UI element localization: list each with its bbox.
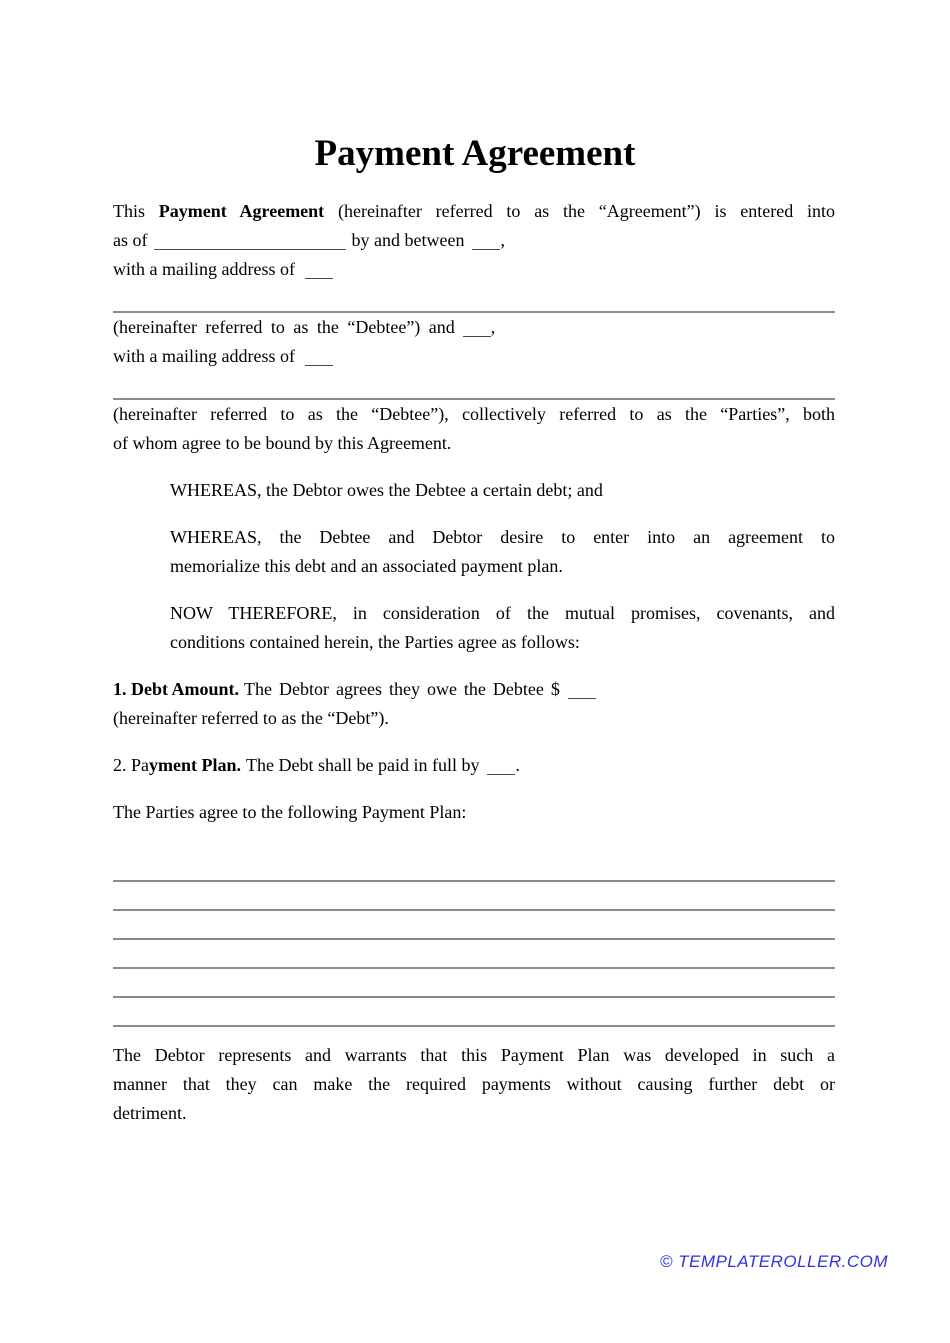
debt-amount-line-1	[113, 675, 835, 704]
intro-line-3	[113, 255, 835, 284]
section-debt-amount	[113, 675, 835, 733]
warranty-line-1: The Debtor represents and warrants that this Payment Plan was developed in such a	[113, 1045, 835, 1065]
templateroller-watermark: © TEMPLATEROLLER.COM	[659, 1252, 888, 1271]
party1-address-blank-2	[113, 284, 835, 313]
document-body	[113, 197, 835, 1128]
mailing-address-label-1: with a mailing address of	[113, 259, 295, 279]
debt-amount-line-2: (hereinafter referred to as the “Debt”).	[113, 708, 389, 728]
payment-plan-prefix: 2. Pa	[113, 755, 149, 775]
payment-plan-blank-line-3	[113, 911, 835, 940]
as-of-label: as of	[113, 230, 148, 250]
now-therefore-clause	[170, 599, 835, 657]
by-and-between-label: by and between	[351, 230, 465, 250]
intro-line-9: of whom agree to be bound by this Agreement.	[113, 433, 452, 453]
period-text: .	[515, 755, 520, 775]
party1-address-blank	[305, 278, 333, 279]
intro-paragraph	[113, 197, 835, 458]
document-title: Payment Agreement	[314, 133, 636, 174]
party2-name-blank	[463, 336, 491, 337]
party2-address-blank	[305, 365, 333, 366]
comma-text: ,	[490, 317, 496, 337]
warranty-line-2: manner that they can make the required payments without causing further debt or	[113, 1074, 835, 1094]
whereas-clause-1	[170, 476, 835, 505]
plan-intro-line: The Parties agree to the following Payment Plan:	[113, 802, 467, 822]
intro-text-post: (hereinafter referred to as the “Agreement”) is entered into	[324, 201, 835, 221]
whereas-1-line: WHEREAS, the Debtor owes the Debtee a certain debt; and	[170, 480, 603, 500]
party1-name-blank	[472, 249, 500, 250]
party2-address-blank-2	[113, 371, 835, 400]
debt-amount-text: The Debtor agrees they owe the Debtee $	[244, 679, 560, 699]
intro-line-8: (hereinafter referred to as the “Debtee”), collectively referred to as the “Parties”, both	[113, 404, 835, 424]
debtee-reference-text-1: (hereinafter referred to as the “Debtee”) and	[113, 317, 455, 337]
payment-plan-line	[113, 751, 835, 780]
payment-plan-blank-line-1	[113, 853, 835, 882]
payment-plan-blank-line-6	[113, 998, 835, 1027]
intro-line-5	[113, 313, 835, 342]
warranty-line-3: detriment.	[113, 1103, 187, 1123]
date-blank	[154, 249, 346, 250]
debt-amount-blank	[568, 698, 596, 699]
intro-text-pre: This	[113, 201, 159, 221]
plan-intro-paragraph	[113, 798, 835, 827]
payment-plan-blank-lines	[113, 853, 835, 1027]
intro-line-6	[113, 342, 835, 371]
debt-amount-heading: 1. Debt Amount.	[113, 679, 240, 699]
payment-plan-heading: yment Plan.	[149, 755, 241, 775]
now-therefore-line-1: NOW THEREFORE, in consideration of the mutual promises, covenants, and	[170, 603, 835, 623]
payment-plan-blank-line-5	[113, 969, 835, 998]
mailing-address-label-2: with a mailing address of	[113, 346, 295, 366]
agreement-name-bold: Payment Agreement	[158, 201, 325, 221]
intro-line-2	[113, 226, 835, 255]
payment-plan-blank-line-2	[113, 882, 835, 911]
whereas-clause-2	[170, 523, 835, 581]
whereas-2-line-2: memorialize this debt and an associated payment plan.	[170, 556, 563, 576]
whereas-2-line-1: WHEREAS, the Debtee and Debtor desire to enter into an agreement to	[170, 527, 835, 547]
payment-plan-text: The Debt shall be paid in full by	[246, 755, 480, 775]
now-therefore-line-2: conditions contained herein, the Parties agree as follows:	[170, 632, 580, 652]
comma-text: ,	[500, 230, 505, 250]
warranty-paragraph	[113, 1041, 835, 1128]
due-date-blank	[487, 774, 515, 775]
section-payment-plan	[113, 751, 835, 780]
payment-plan-blank-line-4	[113, 940, 835, 969]
intro-line-1	[113, 197, 835, 226]
